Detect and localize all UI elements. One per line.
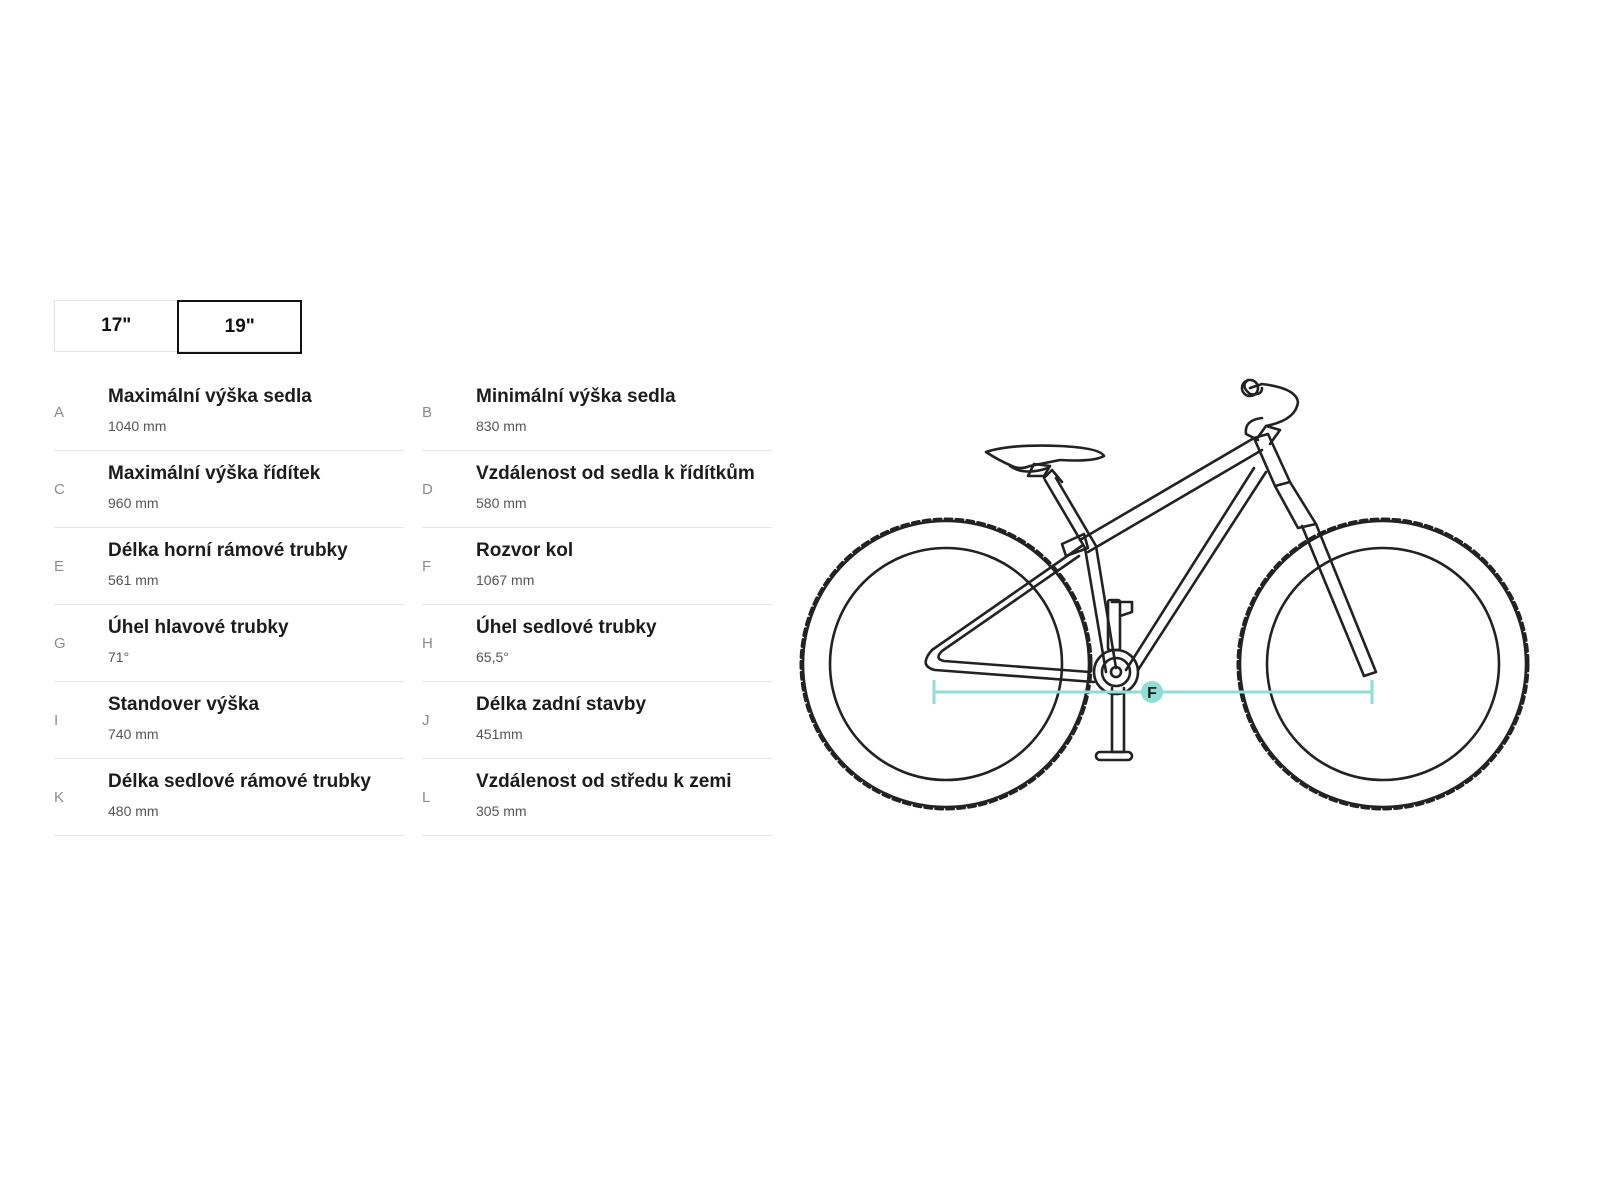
- frame-size-selector: [54, 300, 302, 352]
- top-tube: [1080, 438, 1254, 540]
- spec-letter: I: [54, 712, 59, 729]
- spec-value: 451mm: [476, 726, 523, 742]
- size-tab-17[interactable]: 17": [101, 315, 132, 336]
- bike-outline: [801, 380, 1528, 809]
- spec-letter: E: [54, 558, 65, 575]
- spec-row-b: [422, 374, 772, 451]
- spec-letter: K: [54, 789, 65, 806]
- spec-value: 1067 mm: [476, 572, 535, 588]
- spec-letter: G: [54, 635, 66, 652]
- spec-letter: J: [422, 712, 430, 729]
- front-tire-inner: [1240, 521, 1526, 807]
- spec-letter: D: [422, 481, 433, 498]
- spec-row-e: [54, 528, 404, 605]
- spec-value: 71°: [108, 649, 130, 665]
- fork: [1275, 482, 1316, 528]
- spec-row-f: [422, 528, 772, 605]
- spec-label: Rozvor kol: [476, 540, 574, 561]
- spec-value: 960 mm: [108, 495, 159, 511]
- spec-row-i: [54, 682, 404, 759]
- rear-tire-inner: [803, 521, 1089, 807]
- spec-row-g: [54, 605, 404, 682]
- spec-label: Maximální výška sedla: [108, 386, 312, 407]
- spec-label: Vzdálenost od sedla k řídítkům: [476, 463, 755, 484]
- bike-geometry-diagram: [780, 370, 1540, 830]
- down-tube: [1126, 468, 1254, 670]
- spec-row-c: [54, 451, 404, 528]
- spec-label: Délka sedlové rámové trubky: [108, 771, 371, 792]
- chainring: [1094, 650, 1138, 694]
- spec-label: Délka zadní stavby: [476, 694, 647, 715]
- spec-letter: B: [422, 404, 433, 421]
- spec-value: 1040 mm: [108, 418, 167, 434]
- fork-leg: [1302, 524, 1376, 676]
- spec-row-j: [422, 682, 772, 759]
- spec-label: Vzdálenost od středu k zemi: [476, 771, 732, 792]
- size-tab-19[interactable]: 19": [177, 300, 302, 354]
- spec-value: 305 mm: [476, 803, 527, 819]
- spec-row-a: [54, 374, 404, 451]
- spec-label: Úhel sedlové trubky: [476, 617, 657, 638]
- spec-row-l: [422, 759, 772, 836]
- crank-arm: [1112, 688, 1124, 752]
- front-rim: [1267, 548, 1499, 780]
- spec-row-d: [422, 451, 772, 528]
- spec-letter: L: [422, 789, 431, 806]
- spec-value: 480 mm: [108, 803, 159, 819]
- spec-label: Maximální výška řídítek: [108, 463, 321, 484]
- spec-letter: H: [422, 635, 433, 652]
- geometry-specs-right: [422, 374, 772, 836]
- spec-value: 830 mm: [476, 418, 527, 434]
- spec-label: Úhel hlavové trubky: [108, 617, 289, 638]
- spec-letter: C: [54, 481, 65, 498]
- spec-letter: F: [422, 558, 432, 575]
- crank-bracket: [1112, 602, 1132, 616]
- spec-label: Minimální výška sedla: [476, 386, 676, 407]
- seat-stay-inner: [938, 556, 1090, 672]
- geometry-specs-left: [54, 374, 404, 836]
- spec-letter: A: [54, 404, 65, 421]
- spec-value: 740 mm: [108, 726, 159, 742]
- spec-value: 580 mm: [476, 495, 527, 511]
- spec-row-h: [422, 605, 772, 682]
- down-tube-inner: [1138, 472, 1266, 670]
- spec-value: 65,5°: [476, 649, 509, 665]
- top-tube-lower: [1088, 450, 1262, 552]
- pedal: [1096, 752, 1132, 760]
- spec-label: Standover výška: [108, 694, 260, 715]
- spec-row-k: [54, 759, 404, 836]
- spec-label: Délka horní rámové trubky: [108, 540, 348, 561]
- spec-value: 561 mm: [108, 572, 159, 588]
- measure-marker-label: F: [1147, 685, 1157, 702]
